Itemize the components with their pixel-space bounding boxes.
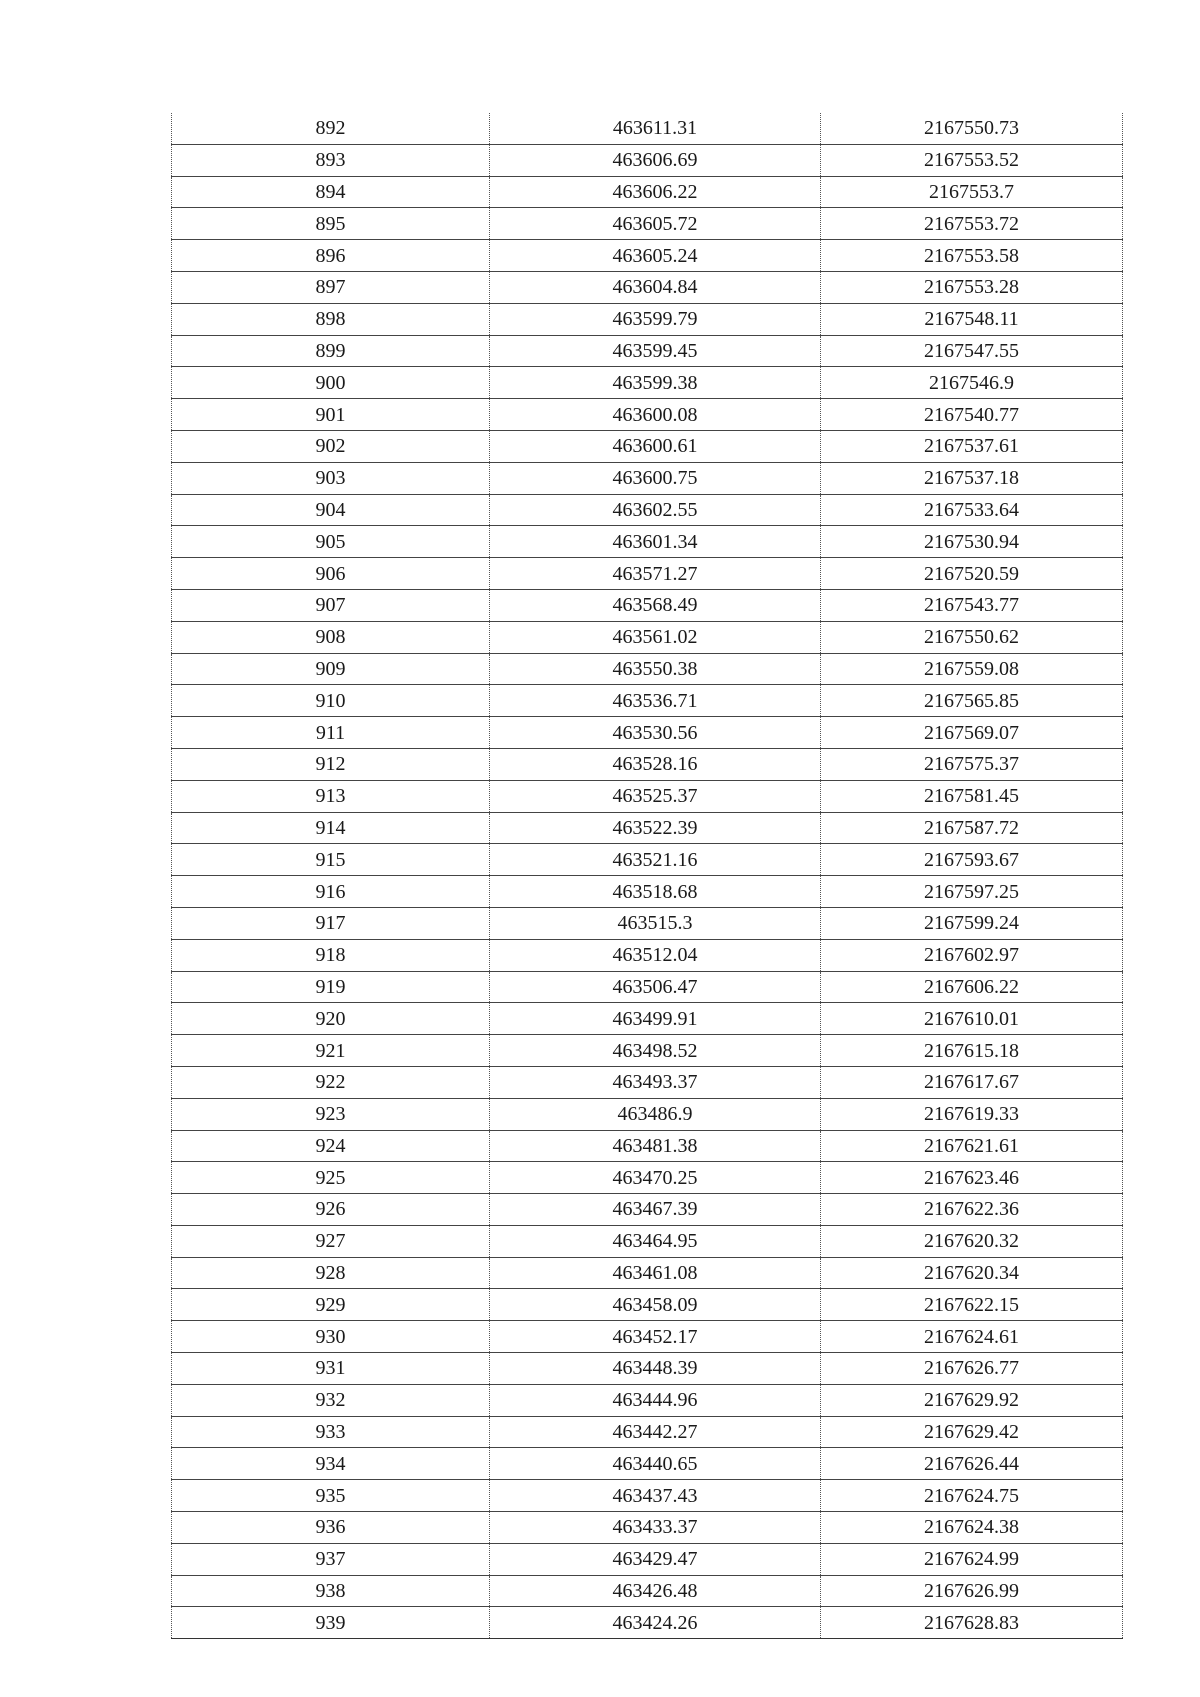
table-row [172, 1225, 1123, 1257]
table-row [172, 558, 1123, 590]
point-number-cell: 907 [172, 589, 490, 621]
x-coordinate-cell: 463605.24 [490, 240, 821, 272]
table-row [172, 1353, 1123, 1385]
x-coordinate-cell: 463437.43 [490, 1480, 821, 1512]
point-number-cell: 899 [172, 335, 490, 367]
x-coordinate-cell: 463442.27 [490, 1416, 821, 1448]
point-number-cell: 921 [172, 1035, 490, 1067]
point-number-cell: 896 [172, 240, 490, 272]
table-row [172, 176, 1123, 208]
table-row [172, 1289, 1123, 1321]
point-number-cell: 917 [172, 907, 490, 939]
point-number-cell: 908 [172, 621, 490, 653]
x-coordinate-cell: 463599.79 [490, 303, 821, 335]
y-coordinate-cell: 2167620.34 [821, 1257, 1123, 1289]
x-coordinate-cell: 463550.38 [490, 653, 821, 685]
point-number-cell: 903 [172, 462, 490, 494]
y-coordinate-cell: 2167569.07 [821, 717, 1123, 749]
table-row [172, 494, 1123, 526]
table-row [172, 303, 1123, 335]
table-row [172, 1543, 1123, 1575]
y-coordinate-cell: 2167622.15 [821, 1289, 1123, 1321]
point-number-cell: 905 [172, 526, 490, 558]
point-number-cell: 931 [172, 1353, 490, 1385]
table-row [172, 208, 1123, 240]
point-number-cell: 904 [172, 494, 490, 526]
point-number-cell: 926 [172, 1194, 490, 1226]
x-coordinate-cell: 463599.38 [490, 367, 821, 399]
point-number-cell: 900 [172, 367, 490, 399]
y-coordinate-cell: 2167623.46 [821, 1162, 1123, 1194]
y-coordinate-cell: 2167626.77 [821, 1353, 1123, 1385]
table-row [172, 1003, 1123, 1035]
point-number-cell: 934 [172, 1448, 490, 1480]
table-row [172, 335, 1123, 367]
table-row [172, 113, 1123, 144]
x-coordinate-cell: 463458.09 [490, 1289, 821, 1321]
table-row [172, 844, 1123, 876]
point-number-cell: 918 [172, 939, 490, 971]
x-coordinate-cell: 463571.27 [490, 558, 821, 590]
y-coordinate-cell: 2167540.77 [821, 399, 1123, 431]
point-number-cell: 925 [172, 1162, 490, 1194]
y-coordinate-cell: 2167581.45 [821, 780, 1123, 812]
y-coordinate-cell: 2167553.7 [821, 176, 1123, 208]
y-coordinate-cell: 2167624.38 [821, 1512, 1123, 1544]
y-coordinate-cell: 2167593.67 [821, 844, 1123, 876]
x-coordinate-cell: 463522.39 [490, 812, 821, 844]
x-coordinate-cell: 463481.38 [490, 1130, 821, 1162]
point-number-cell: 936 [172, 1512, 490, 1544]
table-row [172, 144, 1123, 176]
x-coordinate-cell: 463521.16 [490, 844, 821, 876]
x-coordinate-cell: 463515.3 [490, 907, 821, 939]
x-coordinate-cell: 463448.39 [490, 1353, 821, 1385]
table-row [172, 240, 1123, 272]
point-number-cell: 894 [172, 176, 490, 208]
table-row [172, 1130, 1123, 1162]
table-row [172, 430, 1123, 462]
y-coordinate-cell: 2167606.22 [821, 971, 1123, 1003]
x-coordinate-cell: 463528.16 [490, 748, 821, 780]
point-number-cell: 915 [172, 844, 490, 876]
x-coordinate-cell: 463506.47 [490, 971, 821, 1003]
y-coordinate-cell: 2167565.85 [821, 685, 1123, 717]
x-coordinate-cell: 463530.56 [490, 717, 821, 749]
point-number-cell: 923 [172, 1098, 490, 1130]
y-coordinate-cell: 2167520.59 [821, 558, 1123, 590]
table-row [172, 812, 1123, 844]
y-coordinate-cell: 2167537.18 [821, 462, 1123, 494]
y-coordinate-cell: 2167622.36 [821, 1194, 1123, 1226]
table-row [172, 876, 1123, 908]
y-coordinate-cell: 2167546.9 [821, 367, 1123, 399]
y-coordinate-cell: 2167559.08 [821, 653, 1123, 685]
y-coordinate-cell: 2167553.52 [821, 144, 1123, 176]
point-number-cell: 937 [172, 1543, 490, 1575]
point-number-cell: 939 [172, 1607, 490, 1639]
table-row [172, 1480, 1123, 1512]
table-row [172, 1384, 1123, 1416]
x-coordinate-cell: 463467.39 [490, 1194, 821, 1226]
point-number-cell: 932 [172, 1384, 490, 1416]
point-number-cell: 929 [172, 1289, 490, 1321]
y-coordinate-cell: 2167537.61 [821, 430, 1123, 462]
x-coordinate-cell: 463600.75 [490, 462, 821, 494]
point-number-cell: 928 [172, 1257, 490, 1289]
y-coordinate-cell: 2167629.92 [821, 1384, 1123, 1416]
x-coordinate-cell: 463493.37 [490, 1066, 821, 1098]
table-row [172, 685, 1123, 717]
point-number-cell: 895 [172, 208, 490, 240]
y-coordinate-cell: 2167629.42 [821, 1416, 1123, 1448]
y-coordinate-cell: 2167610.01 [821, 1003, 1123, 1035]
x-coordinate-cell: 463536.71 [490, 685, 821, 717]
table-row [172, 939, 1123, 971]
y-coordinate-cell: 2167619.33 [821, 1098, 1123, 1130]
point-number-cell: 938 [172, 1575, 490, 1607]
x-coordinate-cell: 463600.61 [490, 430, 821, 462]
table-row [172, 717, 1123, 749]
table-row [172, 462, 1123, 494]
table-row [172, 780, 1123, 812]
x-coordinate-cell: 463424.26 [490, 1607, 821, 1639]
table-row [172, 589, 1123, 621]
point-number-cell: 920 [172, 1003, 490, 1035]
x-coordinate-cell: 463606.22 [490, 176, 821, 208]
x-coordinate-cell: 463602.55 [490, 494, 821, 526]
x-coordinate-cell: 463440.65 [490, 1448, 821, 1480]
y-coordinate-cell: 2167628.83 [821, 1607, 1123, 1639]
point-number-cell: 909 [172, 653, 490, 685]
point-number-cell: 927 [172, 1225, 490, 1257]
y-coordinate-cell: 2167575.37 [821, 748, 1123, 780]
table-row [172, 971, 1123, 1003]
table-row [172, 1098, 1123, 1130]
x-coordinate-cell: 463444.96 [490, 1384, 821, 1416]
table-row [172, 1321, 1123, 1353]
y-coordinate-cell: 2167620.32 [821, 1225, 1123, 1257]
x-coordinate-cell: 463433.37 [490, 1512, 821, 1544]
y-coordinate-cell: 2167626.44 [821, 1448, 1123, 1480]
table-row [172, 1257, 1123, 1289]
point-number-cell: 910 [172, 685, 490, 717]
table-row [172, 907, 1123, 939]
point-number-cell: 906 [172, 558, 490, 590]
y-coordinate-cell: 2167624.61 [821, 1321, 1123, 1353]
y-coordinate-cell: 2167617.67 [821, 1066, 1123, 1098]
y-coordinate-cell: 2167597.25 [821, 876, 1123, 908]
x-coordinate-cell: 463601.34 [490, 526, 821, 558]
x-coordinate-cell: 463605.72 [490, 208, 821, 240]
y-coordinate-cell: 2167547.55 [821, 335, 1123, 367]
table-row [172, 1194, 1123, 1226]
x-coordinate-cell: 463568.49 [490, 589, 821, 621]
coordinate-table [171, 113, 1123, 1639]
x-coordinate-cell: 463525.37 [490, 780, 821, 812]
y-coordinate-cell: 2167550.73 [821, 113, 1123, 144]
table-row [172, 1575, 1123, 1607]
table-row [172, 1416, 1123, 1448]
point-number-cell: 930 [172, 1321, 490, 1353]
y-coordinate-cell: 2167602.97 [821, 939, 1123, 971]
x-coordinate-cell: 463498.52 [490, 1035, 821, 1067]
y-coordinate-cell: 2167624.99 [821, 1543, 1123, 1575]
point-number-cell: 898 [172, 303, 490, 335]
y-coordinate-cell: 2167550.62 [821, 621, 1123, 653]
x-coordinate-cell: 463512.04 [490, 939, 821, 971]
point-number-cell: 901 [172, 399, 490, 431]
y-coordinate-cell: 2167553.72 [821, 208, 1123, 240]
y-coordinate-cell: 2167553.58 [821, 240, 1123, 272]
x-coordinate-cell: 463604.84 [490, 271, 821, 303]
table-row [172, 1066, 1123, 1098]
table-row [172, 271, 1123, 303]
point-number-cell: 922 [172, 1066, 490, 1098]
point-number-cell: 893 [172, 144, 490, 176]
x-coordinate-cell: 463600.08 [490, 399, 821, 431]
point-number-cell: 914 [172, 812, 490, 844]
point-number-cell: 913 [172, 780, 490, 812]
point-number-cell: 911 [172, 717, 490, 749]
table-row [172, 526, 1123, 558]
x-coordinate-cell: 463606.69 [490, 144, 821, 176]
x-coordinate-cell: 463499.91 [490, 1003, 821, 1035]
point-number-cell: 916 [172, 876, 490, 908]
point-number-cell: 919 [172, 971, 490, 1003]
x-coordinate-cell: 463486.9 [490, 1098, 821, 1130]
table-row [172, 1607, 1123, 1639]
table-row [172, 1162, 1123, 1194]
point-number-cell: 933 [172, 1416, 490, 1448]
x-coordinate-cell: 463470.25 [490, 1162, 821, 1194]
y-coordinate-cell: 2167543.77 [821, 589, 1123, 621]
table-row [172, 1512, 1123, 1544]
y-coordinate-cell: 2167587.72 [821, 812, 1123, 844]
table-row [172, 748, 1123, 780]
point-number-cell: 935 [172, 1480, 490, 1512]
point-number-cell: 912 [172, 748, 490, 780]
y-coordinate-cell: 2167553.28 [821, 271, 1123, 303]
y-coordinate-cell: 2167615.18 [821, 1035, 1123, 1067]
table-row [172, 1448, 1123, 1480]
y-coordinate-cell: 2167621.61 [821, 1130, 1123, 1162]
x-coordinate-cell: 463599.45 [490, 335, 821, 367]
y-coordinate-cell: 2167626.99 [821, 1575, 1123, 1607]
table-row [172, 621, 1123, 653]
x-coordinate-cell: 463452.17 [490, 1321, 821, 1353]
point-number-cell: 897 [172, 271, 490, 303]
table-row [172, 367, 1123, 399]
table-row [172, 399, 1123, 431]
x-coordinate-cell: 463518.68 [490, 876, 821, 908]
y-coordinate-cell: 2167530.94 [821, 526, 1123, 558]
y-coordinate-cell: 2167533.64 [821, 494, 1123, 526]
x-coordinate-cell: 463461.08 [490, 1257, 821, 1289]
x-coordinate-cell: 463561.02 [490, 621, 821, 653]
x-coordinate-cell: 463426.48 [490, 1575, 821, 1607]
x-coordinate-cell: 463464.95 [490, 1225, 821, 1257]
table-row [172, 653, 1123, 685]
y-coordinate-cell: 2167548.11 [821, 303, 1123, 335]
x-coordinate-cell: 463429.47 [490, 1543, 821, 1575]
table-row [172, 1035, 1123, 1067]
x-coordinate-cell: 463611.31 [490, 113, 821, 144]
point-number-cell: 924 [172, 1130, 490, 1162]
point-number-cell: 892 [172, 113, 490, 144]
table-body [172, 113, 1123, 1639]
point-number-cell: 902 [172, 430, 490, 462]
y-coordinate-cell: 2167624.75 [821, 1480, 1123, 1512]
y-coordinate-cell: 2167599.24 [821, 907, 1123, 939]
